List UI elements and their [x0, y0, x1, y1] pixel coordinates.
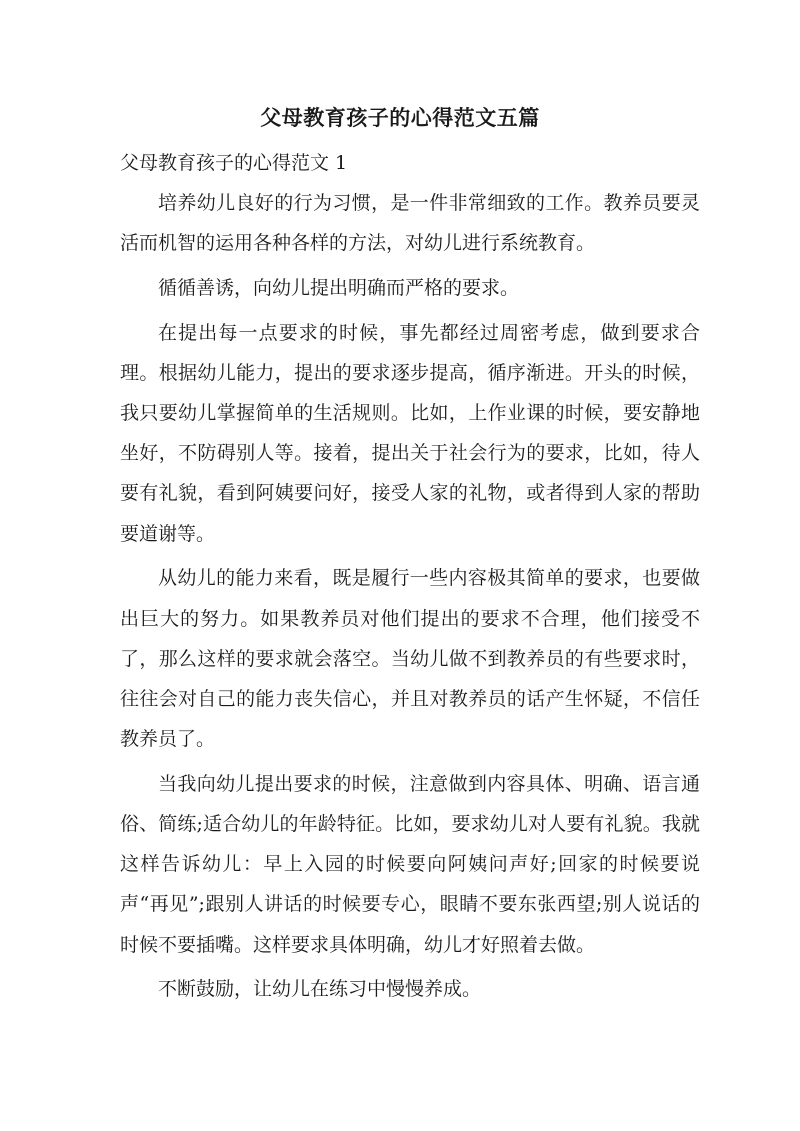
section-heading: 父母教育孩子的心得范文 1 [120, 152, 348, 174]
document-title: 父母教育孩子的心得范文五篇 [260, 105, 540, 130]
paragraph: 当我向幼儿提出要求的时候，注意做到内容具体、明确、语言通俗、简练;适合幼儿的年龄特征。比如，要求幼儿对人要有礼貌。我就这样告诉幼儿：早上入园的时候要向阿姨问声好;回家的时候要说声“再见”;跟别人讲话的时候要专心，眼睛不要东张西望;别人说话的时候不要插嘴。这样要求具体明确，幼儿才好照着去做。 [120, 772, 700, 956]
document-body [120, 183, 700, 1014]
paragraph: 在提出每一点要求的时候，事先都经过周密考虑，做到要求合理。根据幼儿能力，提出的要求逐步提高，循序渐进。开头的时候，我只要幼儿掌握简单的生活规则。比如，上作业课的时候，要安静地坐好，不防碍别人等。接着，提出关于社会行为的要求，比如，待人要有礼貌，看到阿姨要问好，接受人家的礼物，或者得到人家的帮助要道谢等。 [120, 321, 700, 545]
paragraph: 循循善诱，向幼儿提出明确而严格的要求。 [158, 276, 520, 299]
paragraph: 不断鼓励，让幼儿在练习中慢慢养成。 [158, 978, 482, 1001]
paragraph: 从幼儿的能力来看，既是履行一些内容极其简单的要求，也要做出巨大的努力。如果教养员对他们提出的要求不合理，他们接受不了，那么这样的要求就会落空。当幼儿做不到教养员的有些要求时，往往会对自己的能力丧失信心，并且对教养员的话产生怀疑，不信任教养员了。 [120, 567, 700, 751]
paragraph: 培养幼儿良好的行为习惯，是一件非常细致的工作。教养员要灵活而机智的运用各种各样的方法，对幼儿进行系统教育。 [120, 192, 700, 255]
